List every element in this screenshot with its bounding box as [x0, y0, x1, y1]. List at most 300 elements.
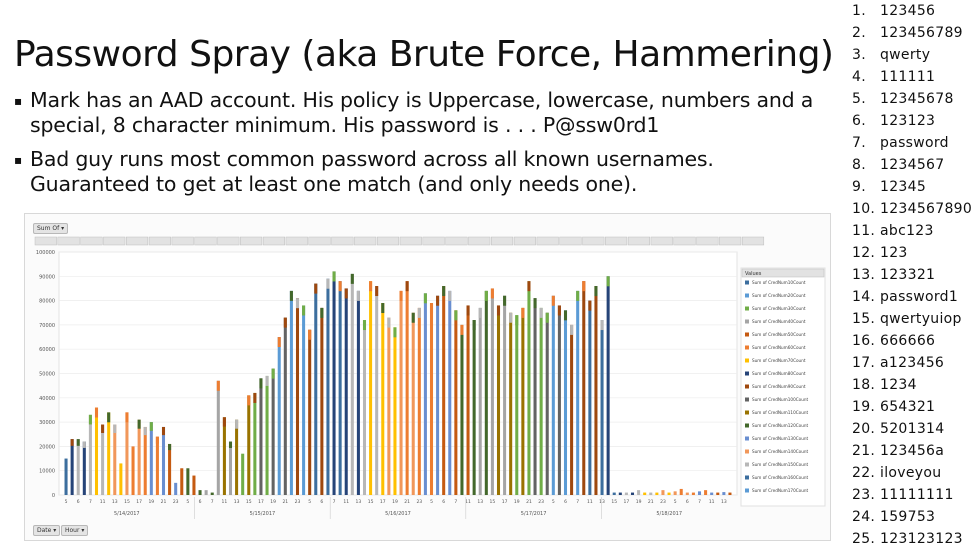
y-tick-label: 10000: [39, 468, 55, 475]
bar-segment: [479, 308, 482, 318]
x-hour-label: 15: [367, 500, 374, 505]
legend-label: Sum of CredNum110Count: [752, 410, 809, 415]
bullet-text: Bad guy runs most common password across all known usernames. Guaranteed to get at least one match (and only needs one).: [30, 147, 714, 196]
password-rank: 16.: [852, 333, 876, 349]
bar-segment: [540, 308, 543, 318]
x-hour-label: 5: [186, 500, 190, 505]
bar-segment: [107, 412, 110, 422]
x-hour-label: 23: [416, 500, 423, 505]
password-rank: 17.: [852, 355, 876, 371]
legend-swatch: [745, 307, 749, 311]
password-rank: 7.: [852, 135, 866, 151]
password-list-item: [852, 286, 979, 308]
bar: [692, 493, 695, 495]
series-field-button: [423, 237, 445, 245]
series-field-button: [697, 237, 719, 245]
legend-label: Sum of CredNum150Count: [752, 462, 809, 467]
legend-label: Sum of CredNum50Count: [752, 332, 806, 337]
bar: [199, 490, 202, 495]
series-field-button: [468, 237, 490, 245]
password-text: password1: [880, 289, 959, 305]
bar: [406, 281, 409, 495]
bar: [302, 305, 305, 495]
legend-swatch: [745, 359, 749, 363]
password-list-item: [852, 308, 979, 330]
bar: [674, 491, 677, 495]
bar: [424, 293, 427, 495]
bar: [119, 463, 122, 495]
series-field-button: [583, 237, 605, 245]
legend-swatch: [745, 476, 749, 480]
series-field-button: [400, 237, 422, 245]
series-field-button: [651, 237, 673, 245]
bar-segment: [125, 412, 128, 422]
series-field-button: [58, 237, 80, 245]
bar: [375, 286, 378, 495]
bar: [89, 415, 92, 495]
legend-label: Sum of CredNum100Count: [752, 397, 809, 402]
legend-swatch: [745, 411, 749, 415]
bar: [253, 393, 256, 495]
x-hour-label: 21: [526, 500, 532, 505]
bar-segment: [564, 310, 567, 320]
x-hour-label: 15: [489, 500, 496, 505]
bar-segment: [253, 393, 256, 403]
bar: [576, 291, 579, 495]
y-tick-label: 60000: [39, 347, 55, 354]
x-hour-label: 5: [64, 500, 68, 505]
legend-label: Sum of CredNum120Count: [752, 423, 809, 428]
series-field-button: [35, 237, 57, 245]
bar: [83, 442, 86, 495]
password-text: 666666: [880, 333, 936, 349]
bar: [448, 291, 451, 495]
bar: [345, 288, 348, 495]
bar-segment: [150, 422, 153, 431]
bar: [418, 308, 421, 495]
y-tick-label: 70000: [39, 322, 55, 329]
bar: [710, 493, 713, 495]
series-field-button: [172, 237, 194, 245]
password-list-item: [852, 0, 979, 22]
bar: [363, 320, 366, 495]
bar-segment: [467, 305, 470, 315]
series-field-button: [195, 237, 217, 245]
series-field-button: [742, 237, 764, 245]
x-date-label: 5/18/2017: [656, 511, 683, 517]
password-list-item: [852, 132, 979, 154]
bar-segment: [558, 305, 561, 315]
series-field-button: [286, 237, 308, 245]
x-hour-label: 23: [660, 500, 666, 505]
password-list-item: [852, 462, 979, 484]
bar: [637, 490, 640, 495]
password-list-item: [852, 330, 979, 352]
pivot-chart[interactable]: [24, 213, 831, 541]
bar-segment: [406, 281, 409, 291]
legend-swatch: [745, 333, 749, 337]
date-field-button[interactable]: Date ▾: [33, 525, 60, 536]
x-hour-label: 21: [160, 500, 167, 505]
password-text: 123456: [880, 3, 936, 19]
legend-swatch: [745, 346, 749, 350]
bar-segment: [259, 378, 262, 388]
bar: [259, 378, 262, 495]
bar: [393, 327, 396, 495]
password-list-item: [852, 154, 979, 176]
bar: [162, 427, 165, 495]
bar-segment: [284, 318, 287, 328]
legend-label: Sum of CredNum70Count: [752, 358, 806, 363]
bar: [625, 493, 628, 495]
password-rank: 1.: [852, 3, 866, 19]
x-hour-label: 6: [198, 500, 202, 505]
y-tick-label: 100000: [35, 250, 55, 256]
password-list-item: [852, 220, 979, 242]
password-text: 123123123: [880, 531, 963, 547]
password-text: 123123: [880, 113, 936, 129]
bar-segment: [83, 442, 86, 448]
bar: [180, 468, 183, 495]
legend-label: Sum of CredNum90Count: [752, 384, 806, 389]
bar: [534, 298, 537, 495]
password-text: 123: [880, 245, 908, 261]
bar-segment: [314, 284, 317, 294]
password-text: 5201314: [880, 421, 945, 437]
password-rank: 14.: [852, 289, 876, 305]
bar: [527, 281, 530, 495]
bar: [101, 425, 104, 495]
password-list-item: [852, 44, 979, 66]
x-hour-label: 15: [245, 500, 252, 505]
password-text: qwerty: [880, 47, 931, 63]
password-text: qwertyuiop: [880, 311, 962, 327]
bullet-marker: ▪: [14, 153, 22, 167]
bar-segment: [156, 437, 159, 444]
x-hour-label: 6: [564, 500, 567, 505]
bar: [430, 303, 433, 495]
bar: [229, 442, 232, 495]
password-text: 111111: [880, 69, 936, 85]
bar-segment: [326, 279, 329, 289]
y-tick-label: 50000: [39, 371, 55, 378]
bar: [521, 308, 524, 495]
password-rank: 13.: [852, 267, 876, 283]
x-hour-label: 13: [720, 500, 727, 505]
bar: [485, 291, 488, 495]
bar: [668, 493, 671, 495]
bar-segment: [582, 281, 585, 291]
bar: [339, 281, 342, 495]
bar: [491, 288, 494, 495]
password-list-item: [852, 396, 979, 418]
chart-canvas: [25, 214, 830, 540]
bar-segment: [138, 420, 141, 429]
series-field-button: [126, 237, 148, 245]
bar-segment: [95, 408, 98, 418]
bar-segment: [497, 305, 500, 315]
legend-swatch: [745, 320, 749, 324]
x-hour-label: 23: [172, 500, 179, 505]
bar-segment: [485, 291, 488, 301]
bar: [296, 298, 299, 495]
bar: [552, 296, 555, 495]
x-hour-label: 19: [635, 500, 642, 505]
bar: [601, 320, 604, 495]
bar: [217, 381, 220, 495]
password-text: 159753: [880, 509, 936, 525]
bar-segment: [527, 281, 530, 291]
bar-segment: [369, 281, 372, 291]
bar-segment: [217, 381, 220, 391]
legend-swatch: [745, 437, 749, 441]
x-hour-label: 11: [708, 500, 715, 505]
x-hour-label: 11: [343, 500, 350, 505]
bar: [314, 284, 317, 495]
bar-segment: [290, 291, 293, 301]
bar: [436, 296, 439, 495]
password-list-item: [852, 440, 979, 462]
password-rank: 25.: [852, 531, 876, 547]
x-hour-label: 19: [392, 500, 398, 505]
password-list-item: [852, 66, 979, 88]
hour-field-label: Hour: [65, 527, 80, 534]
bullet-item: [12, 88, 832, 138]
bar: [582, 281, 585, 495]
bar-segment: [412, 313, 415, 323]
legend-swatch: [745, 463, 749, 467]
x-hour-label: 21: [404, 500, 411, 505]
bar-segment: [223, 417, 226, 426]
y-tick-label: 80000: [39, 298, 55, 305]
bar-segment: [351, 274, 354, 284]
bar: [613, 493, 616, 495]
bar: [460, 325, 463, 495]
x-hour-label: 7: [576, 500, 580, 505]
bar: [138, 420, 141, 495]
series-field-button: [674, 237, 696, 245]
bar-segment: [363, 320, 366, 330]
bar: [156, 437, 159, 495]
series-field-button: [446, 237, 468, 245]
bar: [454, 310, 457, 495]
bar: [77, 439, 80, 495]
bar: [649, 493, 652, 495]
bar: [168, 444, 171, 495]
bar-segment: [302, 305, 305, 315]
bar-segment: [460, 325, 463, 335]
bar: [192, 476, 195, 495]
series-field-button: [514, 237, 536, 245]
x-hour-label: 17: [623, 500, 630, 505]
bar-segment: [77, 439, 80, 446]
bar-segment: [521, 308, 524, 318]
bar: [125, 412, 128, 495]
legend-label: Sum of CredNum60Count: [752, 345, 806, 350]
password-rank: 3.: [852, 47, 866, 63]
legend-swatch: [745, 385, 749, 389]
bar-segment: [162, 427, 165, 435]
legend-label: Sum of CredNum30Count: [752, 306, 806, 311]
password-text: 1234567890: [880, 201, 973, 217]
filter-field-button[interactable]: Sum Of ▾: [33, 223, 68, 234]
bar: [266, 376, 269, 495]
bar: [357, 291, 360, 495]
password-text: 123456789: [880, 25, 963, 41]
x-hour-label: 17: [258, 500, 264, 505]
password-rank: 6.: [852, 113, 866, 129]
bar-segment: [357, 291, 360, 301]
bar: [186, 468, 189, 495]
bar: [241, 454, 244, 495]
x-hour-label: 6: [442, 500, 446, 505]
bar-segment: [375, 286, 378, 296]
x-hour-label: 5: [551, 500, 555, 505]
bar-segment: [381, 303, 384, 313]
password-rank: 5.: [852, 91, 866, 107]
bar: [607, 276, 610, 495]
bullet-marker: ▪: [14, 94, 22, 108]
x-hour-label: 21: [282, 500, 289, 505]
bar-segment: [576, 291, 579, 301]
password-list-item: [852, 22, 979, 44]
password-rank: 15.: [852, 311, 876, 327]
password-text: 1234: [880, 377, 917, 393]
password-rank: 8.: [852, 157, 866, 173]
x-hour-label: 23: [294, 500, 301, 505]
password-rank: 19.: [852, 399, 876, 415]
series-field-button: [240, 237, 262, 245]
x-hour-label: 21: [647, 500, 654, 505]
bar-segment: [113, 425, 116, 433]
bar: [680, 489, 683, 495]
legend-label: Sum of CredNum140Count: [752, 449, 809, 454]
x-date-label: 5/14/2017: [113, 511, 140, 517]
bar-segment: [515, 315, 518, 325]
series-field-button: [560, 237, 582, 245]
bar-segment: [436, 296, 439, 306]
bar: [661, 490, 664, 495]
legend-label: Sum of CredNum10Count: [752, 280, 806, 285]
legend-label: Sum of CredNum40Count: [752, 319, 806, 324]
x-hour-label: 7: [698, 500, 701, 505]
x-hour-label: 13: [355, 500, 362, 505]
legend-label: Sum of CredNum20Count: [752, 293, 806, 298]
bar: [594, 286, 597, 495]
bar: [655, 493, 658, 495]
legend-label: Sum of CredNum160Count: [752, 475, 809, 480]
bar-segment: [607, 276, 610, 286]
x-hour-label: 11: [221, 500, 228, 505]
bar: [467, 305, 470, 495]
x-hour-label: 6: [76, 500, 80, 505]
bar: [272, 369, 275, 495]
bar: [144, 427, 147, 495]
series-field-button: [263, 237, 285, 245]
x-hour-label: 19: [148, 500, 155, 505]
bar: [509, 313, 512, 495]
bar-segment: [448, 291, 451, 301]
bar-segment: [229, 442, 232, 448]
password-text: a123456: [880, 355, 945, 371]
bar: [540, 308, 543, 495]
bar: [686, 493, 689, 495]
bar-segment: [101, 425, 104, 433]
bar-segment: [71, 439, 74, 446]
bar-segment: [247, 395, 250, 405]
password-list-item: [852, 198, 979, 220]
y-tick-label: 20000: [39, 444, 55, 451]
bar: [290, 291, 293, 495]
bar: [400, 291, 403, 495]
bar-segment: [320, 308, 323, 318]
y-tick-label: 90000: [39, 274, 55, 281]
bar: [503, 296, 506, 495]
bar: [107, 412, 110, 495]
legend-swatch: [745, 281, 749, 285]
bar-segment: [333, 271, 336, 281]
bar: [716, 493, 719, 495]
legend-swatch: [745, 450, 749, 454]
series-field-button: [377, 237, 399, 245]
x-hour-label: 13: [233, 500, 240, 505]
password-text: iloveyou: [880, 465, 942, 481]
bar-segment: [588, 301, 591, 311]
bar: [728, 493, 731, 495]
hour-field-button[interactable]: Hour ▾: [61, 525, 88, 536]
password-text: 654321: [880, 399, 936, 415]
x-hour-label: 11: [465, 500, 471, 505]
bullet-list: [12, 88, 832, 206]
bar: [65, 459, 68, 495]
x-hour-label: 7: [210, 500, 214, 505]
legend-swatch: [745, 294, 749, 298]
bar: [333, 271, 336, 495]
bar-segment: [546, 313, 549, 323]
bar-segment: [509, 313, 512, 323]
x-hour-label: 6: [320, 500, 324, 505]
y-tick-label: 30000: [39, 420, 55, 427]
bar: [278, 337, 281, 495]
password-text: 12345678: [880, 91, 954, 107]
bar-segment: [387, 318, 390, 328]
series-field-button: [537, 237, 559, 245]
password-rank: 20.: [852, 421, 876, 437]
bar: [643, 493, 646, 495]
x-hour-label: 11: [99, 500, 106, 505]
x-hour-label: 13: [477, 500, 484, 505]
bar: [132, 446, 135, 495]
bar: [369, 281, 372, 495]
y-tick-label: 40000: [39, 395, 55, 402]
legend-label: Sum of CredNum80Count: [752, 371, 806, 376]
x-hour-label: 5: [430, 500, 433, 505]
password-list-item: [852, 110, 979, 132]
series-field-button: [628, 237, 650, 245]
series-field-button: [103, 237, 125, 245]
x-hour-label: 13: [111, 500, 118, 505]
bullet-item: [12, 147, 832, 197]
bar-segment: [454, 310, 457, 320]
bar-segment: [424, 293, 427, 303]
bar: [619, 493, 622, 495]
password-rank: 23.: [852, 487, 876, 503]
password-text: 11111111: [880, 487, 954, 503]
bar: [205, 490, 208, 495]
legend-swatch: [745, 398, 749, 402]
x-hour-label: 5: [308, 500, 312, 505]
bar-segment: [339, 281, 342, 291]
